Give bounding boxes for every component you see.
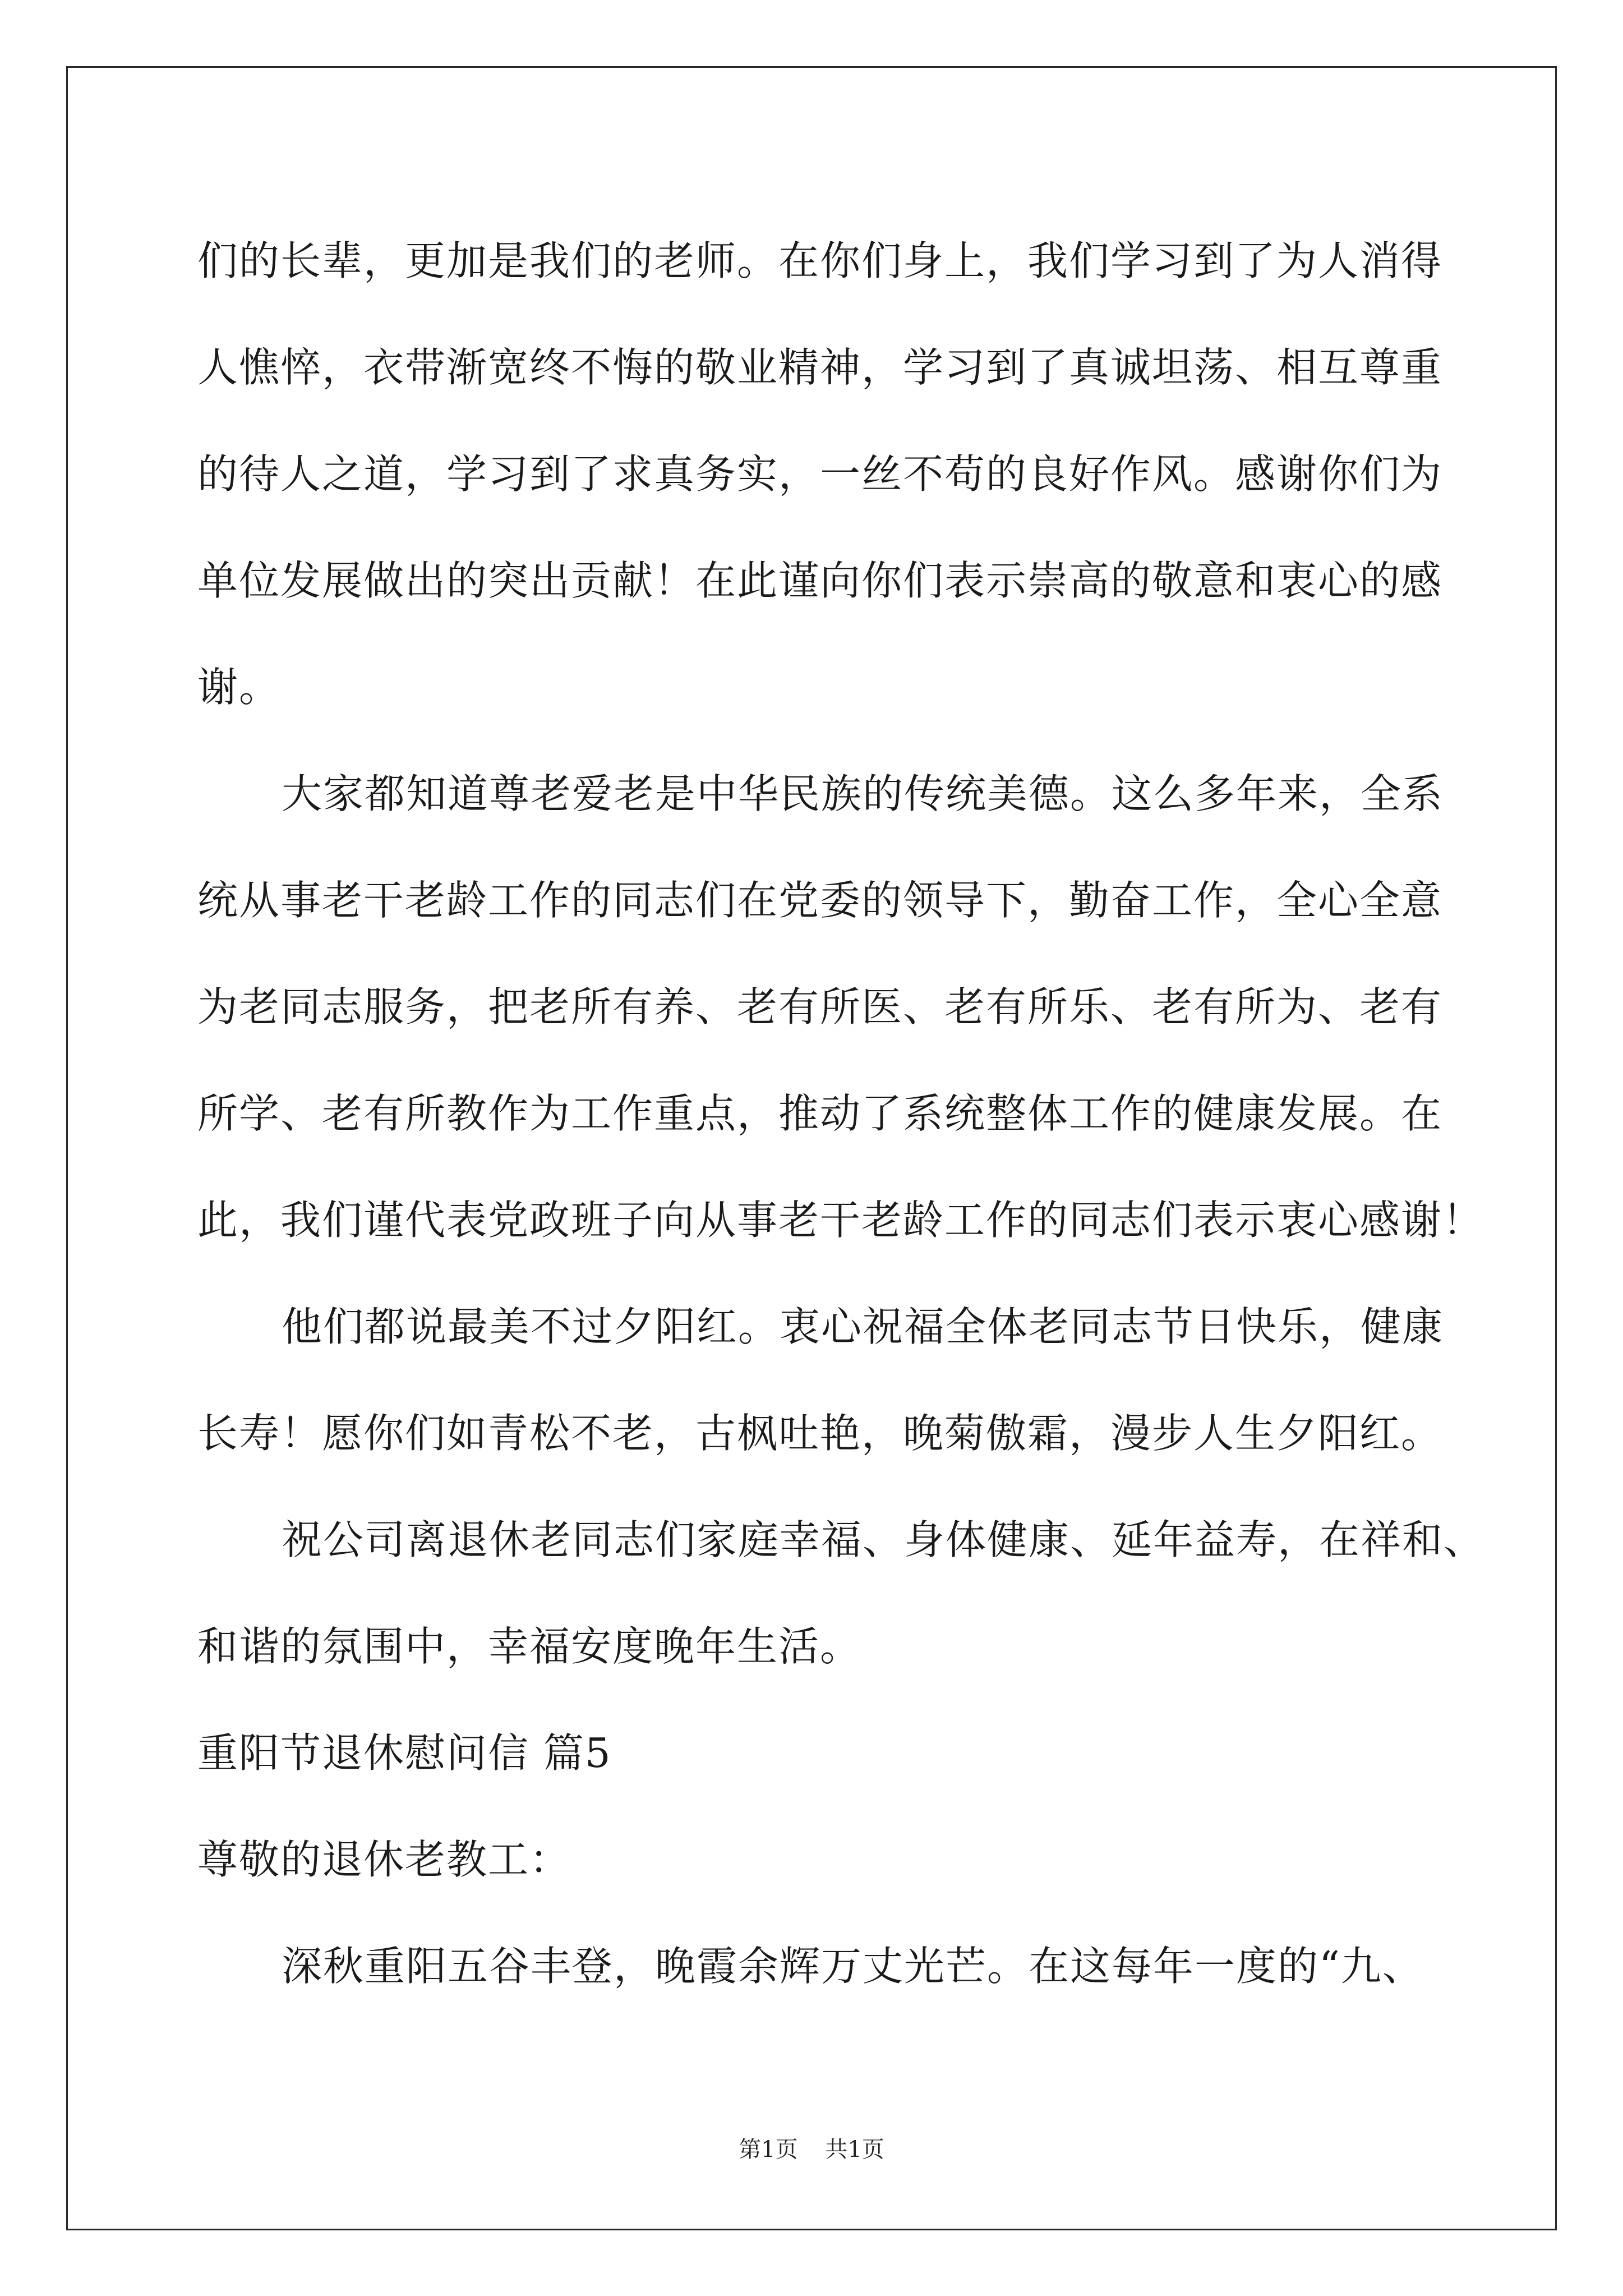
- paragraph-start-line: 祝公司离退休老同志们家庭幸福、身体健康、延年益寿，在祥和、: [282, 1516, 1486, 1563]
- text-line: 单位发展做出的突出贡献！在此谨向你们表示崇高的敬意和衷心的感: [197, 557, 1443, 604]
- text-line: 长寿！愿你们如青松不老，古枫吐艳，晚菊傲霜，漫步人生夕阳红。: [197, 1410, 1443, 1457]
- text-line: 统从事老干老龄工作的同志们在党委的领导下，勤奋工作，全心全意: [197, 877, 1443, 924]
- text-line: 所学、老有所教作为工作重点，推动了系统整体工作的健康发展。在: [197, 1090, 1443, 1137]
- text-line: 的待人之道，学习到了求真务实，一丝不苟的良好作风。感谢你们为: [197, 450, 1443, 498]
- text-line: 和谐的氛围中，幸福安度晚年生活。: [197, 1623, 862, 1670]
- salutation: 尊敬的退休老教工：: [197, 1836, 571, 1883]
- text-line: 们的长辈，更加是我们的老师。在你们身上，我们学习到了为人消得: [197, 237, 1443, 284]
- page-total: 共1页: [825, 2137, 884, 2162]
- paragraph-start-line: 他们都说最美不过夕阳红。衷心祝福全体老同志节日快乐，健康: [282, 1303, 1444, 1350]
- text-line: 人憔悴，衣带渐宽终不悔的敬业精神，学习到了真诚坦荡、相互尊重: [197, 344, 1443, 391]
- page-number: 第1页: [739, 2137, 798, 2162]
- paragraph-start-line: 深秋重阳五谷丰登，晚霞余辉万丈光芒。在这每年一度的“九、: [282, 1943, 1424, 1990]
- text-line: 谢。: [197, 664, 281, 711]
- text-line: 为老同志服务，把老所有养、老有所医、老有所乐、老有所为、老有: [197, 983, 1443, 1030]
- page-footer: [0, 2132, 1623, 2164]
- section-heading: 重阳节退休慰问信 篇5: [197, 1729, 612, 1777]
- text-line: 此，我们谨代表党政班子向从事老干老龄工作的同志们表示衷心感谢！: [197, 1197, 1484, 1244]
- document-body: [197, 208, 1486, 2019]
- paragraph-start-line: 大家都知道尊老爱老是中华民族的传统美德。这么多年来，全系: [282, 770, 1444, 817]
